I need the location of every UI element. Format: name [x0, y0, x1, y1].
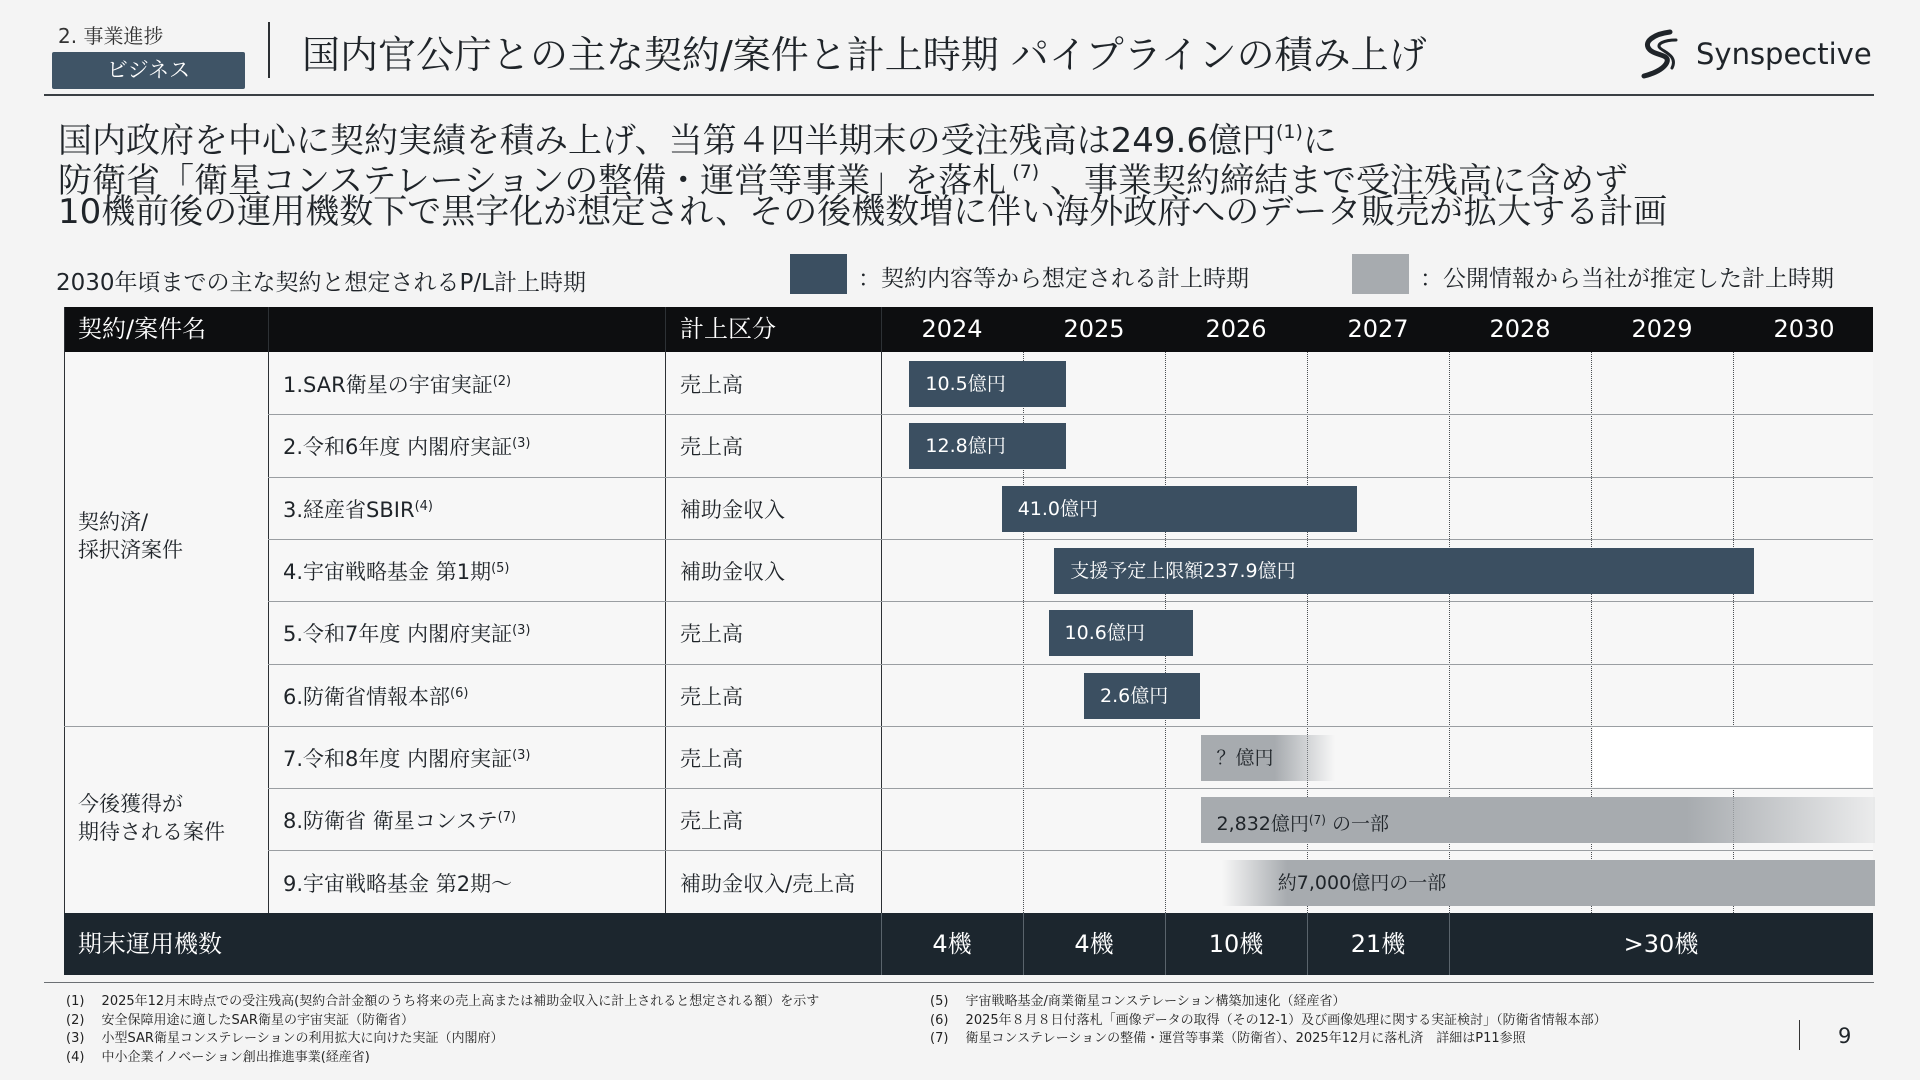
- footnote-rule: [44, 982, 1874, 983]
- footnote-ref: (1): [1275, 121, 1303, 143]
- headline-text: 、事業契約締結まで受注残高に含めず: [1039, 161, 1629, 201]
- footer-label: 期末運用機数: [78, 930, 222, 958]
- chart-subhead: 2030年頃までの主な契約と想定されるP/L計上時期: [56, 270, 586, 296]
- contract-name-text: 8.防衛省 衛星コンステ: [283, 809, 498, 833]
- footnote-ref: (7): [1308, 813, 1326, 827]
- header-divider: [268, 22, 270, 78]
- page-divider: [1799, 1020, 1800, 1050]
- header-year-2025: 2025: [1063, 315, 1125, 343]
- header-year-2026: 2026: [1205, 315, 1267, 343]
- contract-name-text: 4.宇宙戦略基金 第1期: [283, 560, 492, 584]
- grid-hline: [268, 539, 1873, 540]
- grid-vline: [881, 307, 882, 975]
- headline-text: に: [1302, 121, 1337, 161]
- header-year-2024: 2024: [921, 315, 983, 343]
- timeline-bar: [909, 361, 1065, 407]
- footnote-ref: (3): [512, 436, 531, 451]
- footnote-ref: (6): [450, 686, 469, 701]
- legend-label-dark: ：契約内容等から想定される計上時期: [858, 266, 1249, 292]
- timeline-bar: [1002, 486, 1357, 532]
- legend-swatch-dark: [790, 254, 847, 294]
- contract-name: [283, 494, 433, 524]
- category-cell: 売上高: [680, 373, 743, 397]
- bar-label: 10.6億円: [1064, 622, 1145, 644]
- timeline-bar: [1222, 860, 1875, 906]
- category-cell: 売上高: [680, 435, 743, 459]
- footnote-item: (3) 小型SAR衛星コンステレーションの利用拡大に向けた実証（内閣府）: [66, 1031, 504, 1046]
- bar-label-suffix: の一部: [1325, 813, 1389, 835]
- footnote-ref: (5): [491, 561, 510, 576]
- fleet-count: 21機: [1350, 930, 1406, 958]
- group-label-expected: 今後獲得が 期待される案件: [78, 792, 225, 844]
- bar-label: 2.6億円: [1100, 685, 1169, 707]
- grid-vline: [64, 307, 65, 975]
- contract-name-text: 6.防衛省情報本部: [283, 685, 451, 709]
- category-cell: 補助金収入: [680, 560, 785, 584]
- grid-hline: [268, 788, 1873, 789]
- bar-label: ？億円: [1216, 747, 1274, 769]
- contract-name-text: 5.令和7年度 内閣府実証: [283, 622, 513, 646]
- contract-name-text: 9.宇宙戦略基金 第2期～: [283, 872, 513, 896]
- header-year-2028: 2028: [1489, 315, 1551, 343]
- section-label: 2. 事業進捗: [58, 24, 164, 48]
- footnote-item: (6) 2025年８月８日付落札「画像データの取得（その12-1）及び画像処理に関する実証検討」（防衛省情報本部）: [930, 1012, 1607, 1028]
- fleet-count: 4機: [932, 930, 972, 958]
- contract-name-text: 2.令和6年度 内閣府実証: [283, 435, 513, 459]
- timeline-bar: [1084, 673, 1200, 719]
- category-cell: 補助金収入: [680, 498, 785, 522]
- contract-name: [283, 868, 512, 898]
- footnote-item: (1) 2025年12月末時点での受注残高(契約合計金額のうち将来の売上高または補助金収入に計上されると想定される額）を示す: [66, 994, 820, 1009]
- footnote-ref: (7): [1006, 161, 1040, 183]
- category-cell: 売上高: [680, 622, 743, 646]
- footnote-ref: (7): [497, 810, 517, 825]
- footnote-ref: (3): [512, 623, 531, 638]
- fleet-count: 4機: [1074, 930, 1114, 958]
- footnote-item: (5) 宇宙戦略基金/商業衛星コンステレーション構築加速化（経産省）: [930, 994, 1346, 1009]
- grid-hline: [268, 850, 1873, 851]
- footnote-ref: (4): [414, 499, 433, 514]
- header-rule: [44, 94, 1874, 96]
- footnote-item: (4) 中小企業イノベーション創出推進事業(経産省): [66, 1049, 370, 1065]
- bar-label: 支援予定上限額237.9億円: [1070, 560, 1296, 582]
- category-cell: 売上高: [680, 685, 743, 709]
- contract-name: [283, 743, 531, 773]
- legend-swatch-gray: [1352, 254, 1409, 294]
- headline-text: 国内政府を中心に契約実績を積み上げ、当第４四半期末の受注残高は249.6億円: [58, 121, 1276, 161]
- grid-hline: [268, 414, 1873, 415]
- contract-name-text: 3.経産省SBIR: [283, 498, 415, 522]
- group-label-contracted: 契約済/ 採択済案件: [78, 510, 183, 562]
- timeline-bar: [1201, 797, 1876, 843]
- grid-hline: [268, 477, 1873, 478]
- timeline-bar: [1201, 735, 1336, 781]
- slide-title: 国内官公庁との主な契約/案件と計上時期 パイプラインの積み上げ: [302, 33, 1427, 77]
- page-number: 9: [1838, 1024, 1852, 1048]
- footnote-item: (7) 衛星コンステレーションの整備・運営等事業（防衛省）、2025年12月に落札済 詳細はP11参照: [930, 1031, 1526, 1046]
- bar-label: 約7,000億円の一部: [1277, 872, 1447, 894]
- contract-name-text: 1.SAR衛星の宇宙実証: [283, 373, 493, 397]
- bar-label: 41.0億円: [1017, 498, 1098, 520]
- footnote-item: (2) 安全保障用途に適したSAR衛星の宇宙実証（防衛省）: [66, 1012, 414, 1028]
- header-year-2029: 2029: [1631, 315, 1693, 343]
- company-logo: [1636, 28, 1872, 80]
- grid-hline: [268, 601, 1873, 602]
- contract-name-text: 7.令和8年度 内閣府実証: [283, 747, 513, 771]
- grid-vline: [665, 307, 666, 975]
- contract-name: [283, 805, 516, 835]
- legend-label-gray: ：公開情報から当社が推定した計上時期: [1420, 266, 1834, 292]
- contract-name: [283, 556, 510, 586]
- headline-text: 防衛省「衛星コンステレーションの整備・運営等事業」を落札: [58, 161, 1007, 201]
- contract-name: [283, 369, 511, 399]
- grid-vline: [268, 307, 269, 975]
- blank-cell: [1593, 727, 1873, 787]
- logo-text: Synspective: [1696, 37, 1872, 71]
- header-year-2030: 2030: [1773, 315, 1835, 343]
- synspective-logo-icon: [1636, 28, 1684, 80]
- bar-label: 12.8億円: [925, 435, 1006, 457]
- timeline-bar: [909, 423, 1065, 469]
- headline-line-3: 10機前後の運用機数下で黒字化が想定され、その後機数増に伴い海外政府へのデータ販売が拡大する計画: [58, 192, 1668, 232]
- contract-name: [283, 681, 468, 711]
- fleet-count: >30機: [1623, 930, 1699, 958]
- bar-label: 2,832億円: [1216, 813, 1309, 835]
- bar-label: 10.5億円: [925, 373, 1006, 395]
- timeline-bar: [1049, 610, 1194, 656]
- header-category: 計上区分: [680, 315, 776, 343]
- timeline-bar: [1054, 548, 1754, 594]
- category-cell: 補助金収入/売上高: [680, 872, 856, 896]
- header-year-2027: 2027: [1347, 315, 1409, 343]
- contract-name: [283, 618, 531, 648]
- contract-name: [283, 431, 531, 461]
- footnote-ref: (2): [492, 374, 512, 389]
- footnote-ref: (3): [512, 748, 531, 763]
- grid-hline: [268, 664, 1873, 665]
- fleet-count: 10機: [1208, 930, 1264, 958]
- category-cell: 売上高: [680, 747, 743, 771]
- header-contract-name: 契約/案件名: [78, 315, 207, 343]
- section-badge: ビジネス: [52, 52, 245, 89]
- category-cell: 売上高: [680, 809, 743, 833]
